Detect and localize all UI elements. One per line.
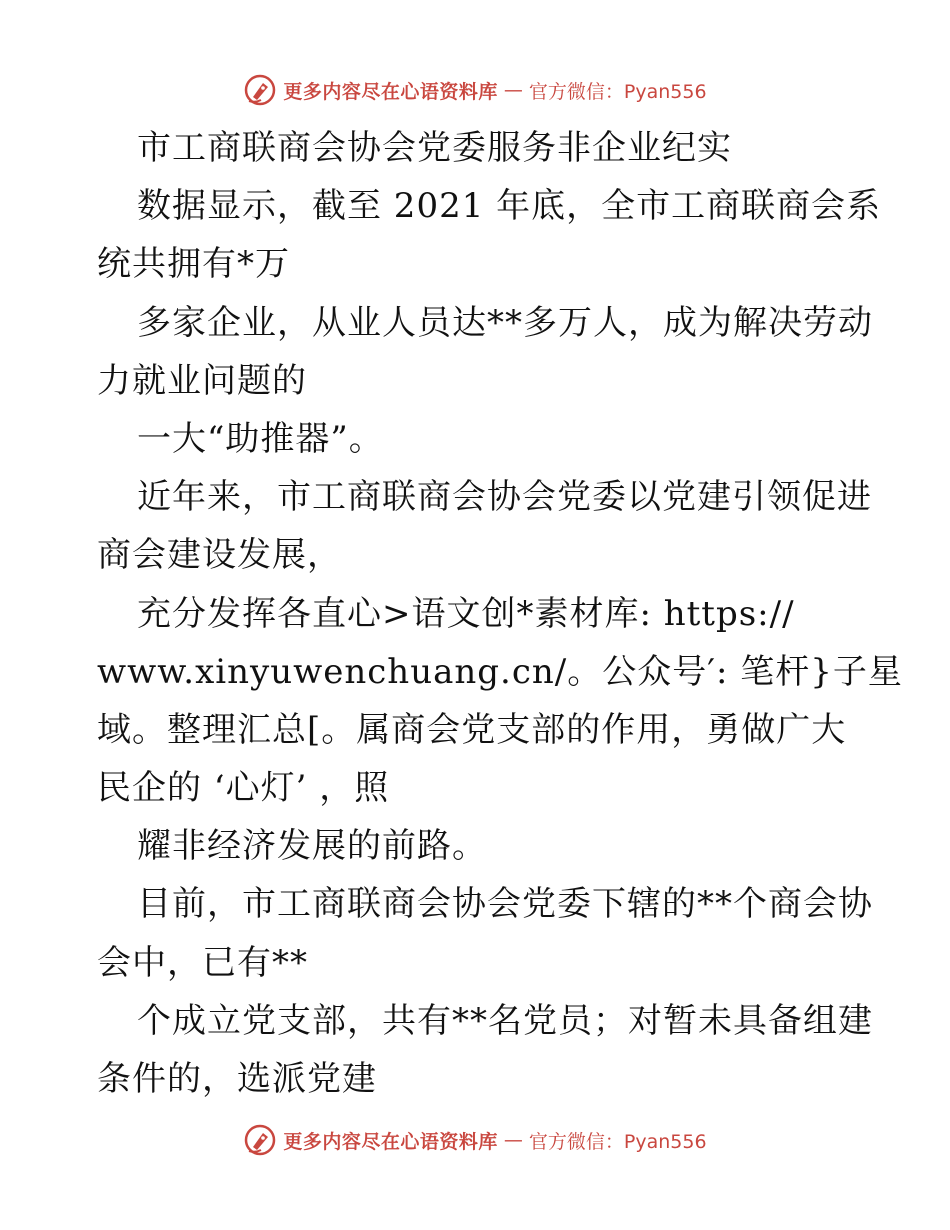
paragraph-line: 民企的 ‘心灯’ ，照 xyxy=(97,768,390,809)
paragraph-line: 域。整理汇总[。属商会党支部的作用，勇做广大 xyxy=(97,709,847,750)
footer-text: 更多内容尽在心语资料库 xyxy=(283,1130,498,1153)
document-body xyxy=(97,119,903,1108)
paragraph-line: www.xinyuwenchuang.cn/。公众号′: 笔杆}子星 xyxy=(97,651,903,692)
paragraph-line: 会中，已有** xyxy=(97,942,308,983)
header-wechat: 官方微信：Pyan556 xyxy=(528,80,707,103)
paragraph-line: 一大“助推器”。 xyxy=(137,418,384,459)
paragraph-line: 统共拥有*万 xyxy=(97,244,290,285)
paragraph-line: 商会建设发展， xyxy=(97,535,342,576)
paragraph-line: 目前，市工商联商会协会党委下辖的**个商会协 xyxy=(137,884,873,925)
paragraph-line: 耀非经济发展的前路。 xyxy=(137,826,487,867)
header-banner xyxy=(0,70,950,110)
paragraph-line: 近年来，市工商联商会协会党委以党建引领促进 xyxy=(137,477,872,518)
paragraph-line: 多家企业，从业人员达**多万人，成为解决劳动 xyxy=(137,302,873,343)
paragraph-line: 个成立党支部，共有**名党员；对暂未具备组建 xyxy=(137,1000,873,1041)
paragraph-line: 充分发挥各直心>语文创*素材库: https:// xyxy=(137,593,795,634)
paragraph-line: 力就业问题的 xyxy=(97,360,307,401)
paragraph-line: 数据显示，截至 2021 年底，全市工商联商会系 xyxy=(137,186,882,227)
header-text: 更多内容尽在心语资料库 xyxy=(283,80,498,103)
footer-banner xyxy=(0,1120,950,1160)
pen-nib-logo-icon xyxy=(243,1123,277,1157)
footer-wechat: 官方微信：Pyan556 xyxy=(528,1130,707,1153)
header-separator: — xyxy=(503,79,523,101)
document-title: 市工商联商会协会党委服务非企业纪实 xyxy=(137,128,732,168)
paragraph-line: 条件的，选派党建 xyxy=(97,1059,377,1099)
pen-nib-logo-icon xyxy=(243,73,277,107)
footer-separator: — xyxy=(503,1129,523,1151)
